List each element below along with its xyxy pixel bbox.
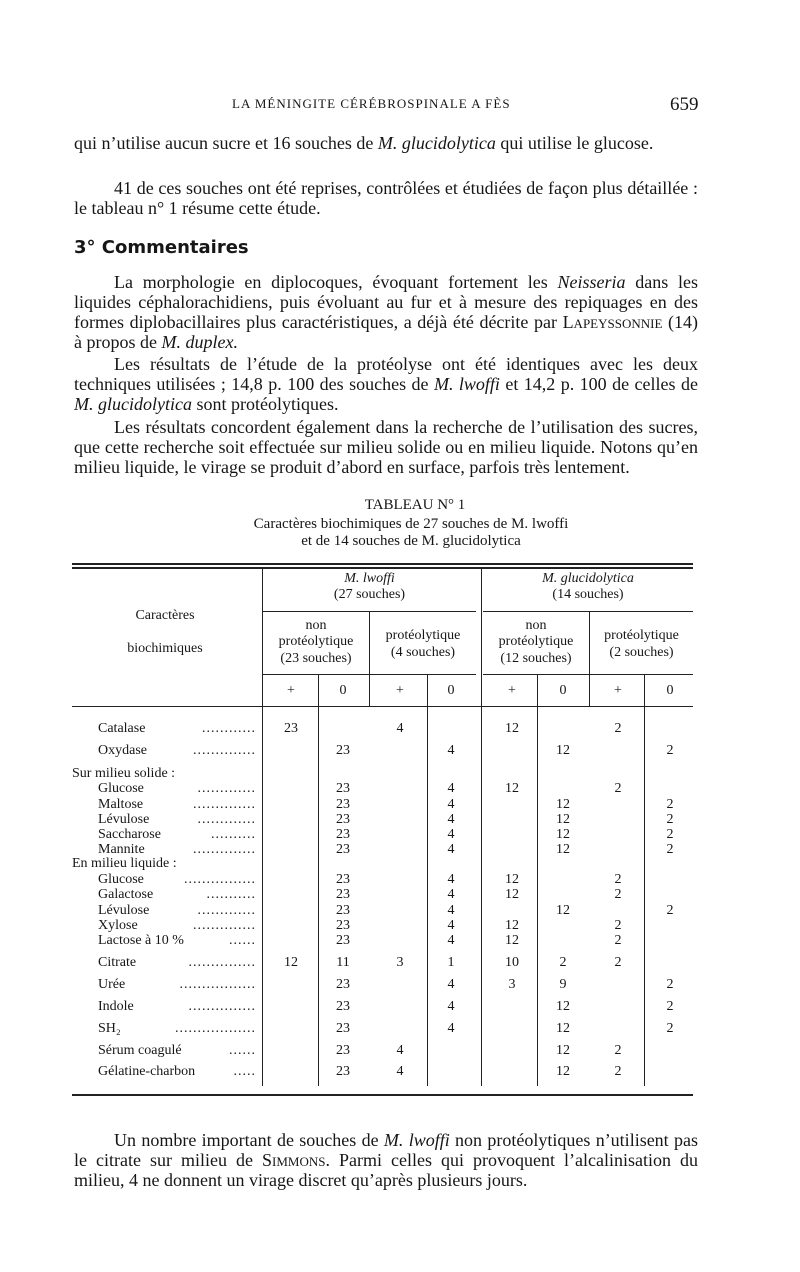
subgroup-2-l3: (4 souches) — [390, 645, 456, 660]
leader-dots: ............ — [202, 721, 256, 736]
row-label: Glucose — [98, 872, 144, 887]
sign-cell: + — [508, 683, 516, 698]
table-cell: 12 — [556, 812, 570, 827]
table-cell: 4 — [447, 781, 455, 796]
table-cell: 4 — [447, 887, 455, 902]
leader-dots: .................. — [175, 1021, 256, 1036]
leader-dots: ..... — [233, 1064, 256, 1079]
sign-cell: + — [287, 683, 295, 698]
table-caption-line-2: et de 14 souches de M. glucidolytica — [301, 533, 521, 549]
table-cell: 23 — [284, 721, 298, 736]
table-cell: 2 — [559, 955, 567, 970]
row-label: Citrate — [98, 955, 137, 970]
table-caption-line-1: Caractères biochimiques de 27 souches de M. lwoffi — [253, 516, 569, 532]
group1-name: M. lwoffi — [344, 571, 395, 586]
table-cell: 3 — [508, 977, 516, 992]
row-header-line-2: biochimiques — [127, 641, 203, 656]
leader-dots: ...... — [229, 1043, 256, 1058]
table-header-rule — [72, 706, 693, 707]
row-label: Lactose à 10 % — [98, 933, 184, 948]
group2-count: (14 souches) — [552, 587, 624, 602]
row-label: SH₂ — [98, 1021, 121, 1036]
sign-cell: 0 — [339, 683, 347, 698]
leader-dots: ...... — [229, 933, 256, 948]
leader-dots: .......... — [211, 827, 256, 842]
table-cell: 4 — [447, 797, 455, 812]
table-cell: 4 — [396, 1043, 404, 1058]
table-cell: 2 — [614, 872, 622, 887]
row-label: Glucose — [98, 781, 144, 796]
table-cell: 23 — [336, 781, 350, 796]
table-cell: 2 — [614, 955, 622, 970]
leader-dots: .............. — [193, 918, 256, 933]
table-cell: 2 — [666, 999, 674, 1014]
table-cell: 23 — [336, 933, 350, 948]
table-cell: 4 — [447, 812, 455, 827]
table-cell: 12 — [556, 903, 570, 918]
table-cell: 4 — [447, 1021, 455, 1036]
table-cell: 4 — [396, 1064, 404, 1079]
table-cell: 2 — [614, 721, 622, 736]
table-cell: 2 — [666, 1021, 674, 1036]
table-bottom-rule — [72, 1094, 693, 1096]
table-cell: 4 — [447, 918, 455, 933]
vline-c1 — [318, 674, 319, 1086]
subgroup-4-l3: (2 souches) — [609, 645, 674, 660]
table-cell: 4 — [447, 743, 455, 758]
table-cell: 4 — [447, 977, 455, 992]
table-cell: 4 — [396, 721, 404, 736]
table-title: TABLEAU N° 1 — [364, 497, 466, 513]
paragraph-2: 41 de ces souches ont été reprises, contrôlées et étudiées de façon plus détaillée : le tableau n° 1 résume cette étude. — [74, 178, 698, 218]
paragraph-3: La morphologie en diplocoques, évoquant fortement les Neisseria dans les liquides céphalorachidiens, puis évoluant au fur et à mesure des repiquages en des formes diplobacillaires plus caractéristiques, a déjà été décrite par Lapeyssonnie (14) à propos de M. duplex. — [74, 272, 699, 352]
table-cell: 2 — [666, 797, 674, 812]
section-title: 3° Commentaires — [74, 237, 249, 258]
table-cell: 12 — [284, 955, 298, 970]
table-cell: 23 — [336, 1064, 350, 1079]
leader-dots: ............. — [197, 903, 256, 918]
page-number: 659 — [670, 94, 699, 115]
sub-underline-1 — [263, 674, 476, 675]
table-cell: 11 — [336, 955, 350, 970]
subgroup-2-l2: protéolytique — [385, 628, 461, 643]
subgroup-3-l1: non — [525, 618, 547, 633]
table-cell: 2 — [614, 918, 622, 933]
table-cell: 23 — [336, 797, 350, 812]
table-top-rule-double — [72, 567, 693, 569]
leader-dots: ........... — [206, 887, 256, 902]
table-cell: 23 — [336, 743, 350, 758]
table-cell: 2 — [666, 827, 674, 842]
table-cell: 23 — [336, 918, 350, 933]
row-label: Sérum coagulé — [98, 1043, 182, 1058]
paragraph-6: Un nombre important de souches de M. lwoffi non protéolytiques n’utilisent pas le citrate sur milieu de Simmons. Parmi celles qui provoquent l’alcalinisation du milieu, 4 ne donnent un virage discret qu’après plusieurs jours. — [74, 1130, 699, 1190]
row-label: Mannite — [98, 842, 145, 857]
table-cell: 4 — [447, 827, 455, 842]
table-cell: 12 — [556, 743, 570, 758]
row-label: Gélatine-charbon — [98, 1064, 196, 1079]
sign-cell: 0 — [447, 683, 455, 698]
row-header-line-1: Caractères — [135, 608, 195, 623]
table-cell: 23 — [336, 827, 350, 842]
table-cell: 23 — [336, 1043, 350, 1058]
table-cell: 12 — [556, 1043, 570, 1058]
row-label: Saccharose — [98, 827, 161, 842]
row-label: Lévulose — [98, 812, 150, 827]
table-cell: 12 — [505, 721, 519, 736]
group2-name: M. glucidolytica — [542, 571, 634, 586]
table-cell: 23 — [336, 1021, 350, 1036]
leader-dots: ............. — [197, 812, 256, 827]
table-cell: 2 — [614, 1043, 622, 1058]
table-cell: 4 — [447, 903, 455, 918]
row-label: Urée — [98, 977, 126, 992]
table-cell: 12 — [505, 872, 519, 887]
table-cell: 2 — [666, 977, 674, 992]
leader-dots: ............... — [188, 955, 256, 970]
table-top-rule — [72, 563, 693, 565]
table-cell: 23 — [336, 872, 350, 887]
table-cell: 23 — [336, 903, 350, 918]
table-cell: 12 — [556, 842, 570, 857]
paragraph-5: Les résultats concordent également dans la recherche de l’utilisation des sucres, que cette recherche soit effectuée sur milieu solide ou en milieu liquide. Notons qu’en milieu liquide, le virage se produit d’abord en surface, parfois très lentement. — [74, 417, 698, 477]
table-cell: 12 — [556, 1021, 570, 1036]
table-cell: 3 — [396, 955, 404, 970]
sign-cell: + — [396, 683, 404, 698]
table-cell: 23 — [336, 812, 350, 827]
table-cell: 4 — [447, 933, 455, 948]
table-cell: 2 — [614, 887, 622, 902]
subgroup-4-l2: protéolytique — [604, 628, 679, 643]
vline-c7 — [644, 674, 645, 1086]
table-cell: 12 — [505, 887, 519, 902]
table-cell: 2 — [666, 812, 674, 827]
row-label: Xylose — [98, 918, 138, 933]
table-cell: 2 — [666, 842, 674, 857]
paragraph-4: Les résultats de l’étude de la protéolyse ont été identiques avec les deux techniques utilisées ; 14,8 p. 100 des souches de M. lwoffi et 14,2 p. 100 de celles de M. glucidolytica sont protéolytiques. — [74, 354, 698, 414]
table-cell: 1 — [447, 955, 455, 970]
leader-dots: ............... — [188, 999, 256, 1014]
table-cell: 10 — [505, 955, 519, 970]
leader-dots: .............. — [193, 743, 256, 758]
table-cell: 2 — [614, 933, 622, 948]
subgroup-3-l3: (12 souches) — [500, 651, 572, 666]
table-vline-groups — [481, 567, 482, 1086]
sub-underline-2 — [483, 674, 693, 675]
group1-count: (27 souches) — [333, 587, 406, 602]
row-label: Maltose — [98, 797, 144, 812]
row-label: Indole — [98, 999, 134, 1014]
section-label-liquid: En milieu liquide : — [72, 856, 177, 871]
group2-underline — [483, 611, 693, 612]
table-cell: 23 — [336, 887, 350, 902]
table-cell: 4 — [447, 842, 455, 857]
table-cell: 23 — [336, 977, 350, 992]
table-cell: 12 — [556, 827, 570, 842]
table-cell: 23 — [336, 999, 350, 1014]
row-label: Catalase — [98, 721, 146, 736]
sign-cell: + — [614, 683, 622, 698]
paragraph-1: qui n’utilise aucun sucre et 16 souches de M. glucidolytica qui utilise le glucose. — [74, 133, 654, 153]
leader-dots: ............. — [197, 781, 256, 796]
table-cell: 4 — [447, 999, 455, 1014]
leader-dots: .............. — [193, 797, 256, 812]
table-cell: 12 — [556, 1064, 570, 1079]
running-header: LA MÉNINGITE CÉRÉBROSPINALE A FÈS — [232, 96, 511, 111]
vline-c5 — [537, 674, 538, 1086]
sign-cell: 0 — [666, 683, 674, 698]
table-cell: 2 — [614, 781, 622, 796]
subgroup-1-l1: non — [305, 618, 327, 633]
table-cell: 23 — [336, 842, 350, 857]
row-label: Galactose — [98, 887, 154, 902]
table-cell: 12 — [556, 999, 570, 1014]
sign-cell: 0 — [559, 683, 567, 698]
table-cell: 2 — [614, 1064, 622, 1079]
subgroup-3-l2: protéolytique — [498, 634, 574, 649]
vline-c3 — [427, 674, 428, 1086]
leader-dots: ................ — [184, 872, 256, 887]
section-label-solid: Sur milieu solide : — [72, 766, 176, 781]
table-cell: 12 — [505, 933, 519, 948]
table-cell: 12 — [505, 781, 519, 796]
table-cell: 9 — [559, 977, 567, 992]
row-label: Lévulose — [98, 903, 150, 918]
table-cell: 12 — [556, 797, 570, 812]
table-cell: 4 — [447, 872, 455, 887]
subgroup-1-l2: protéolytique — [278, 634, 354, 649]
leader-dots: .............. — [193, 842, 256, 857]
subgroup-1-l3: (23 souches) — [280, 651, 352, 666]
table-cell: 2 — [666, 903, 674, 918]
table-cell: 2 — [666, 743, 674, 758]
table-cell: 12 — [505, 918, 519, 933]
row-label: Oxydase — [98, 743, 147, 758]
leader-dots: ................. — [179, 977, 256, 992]
